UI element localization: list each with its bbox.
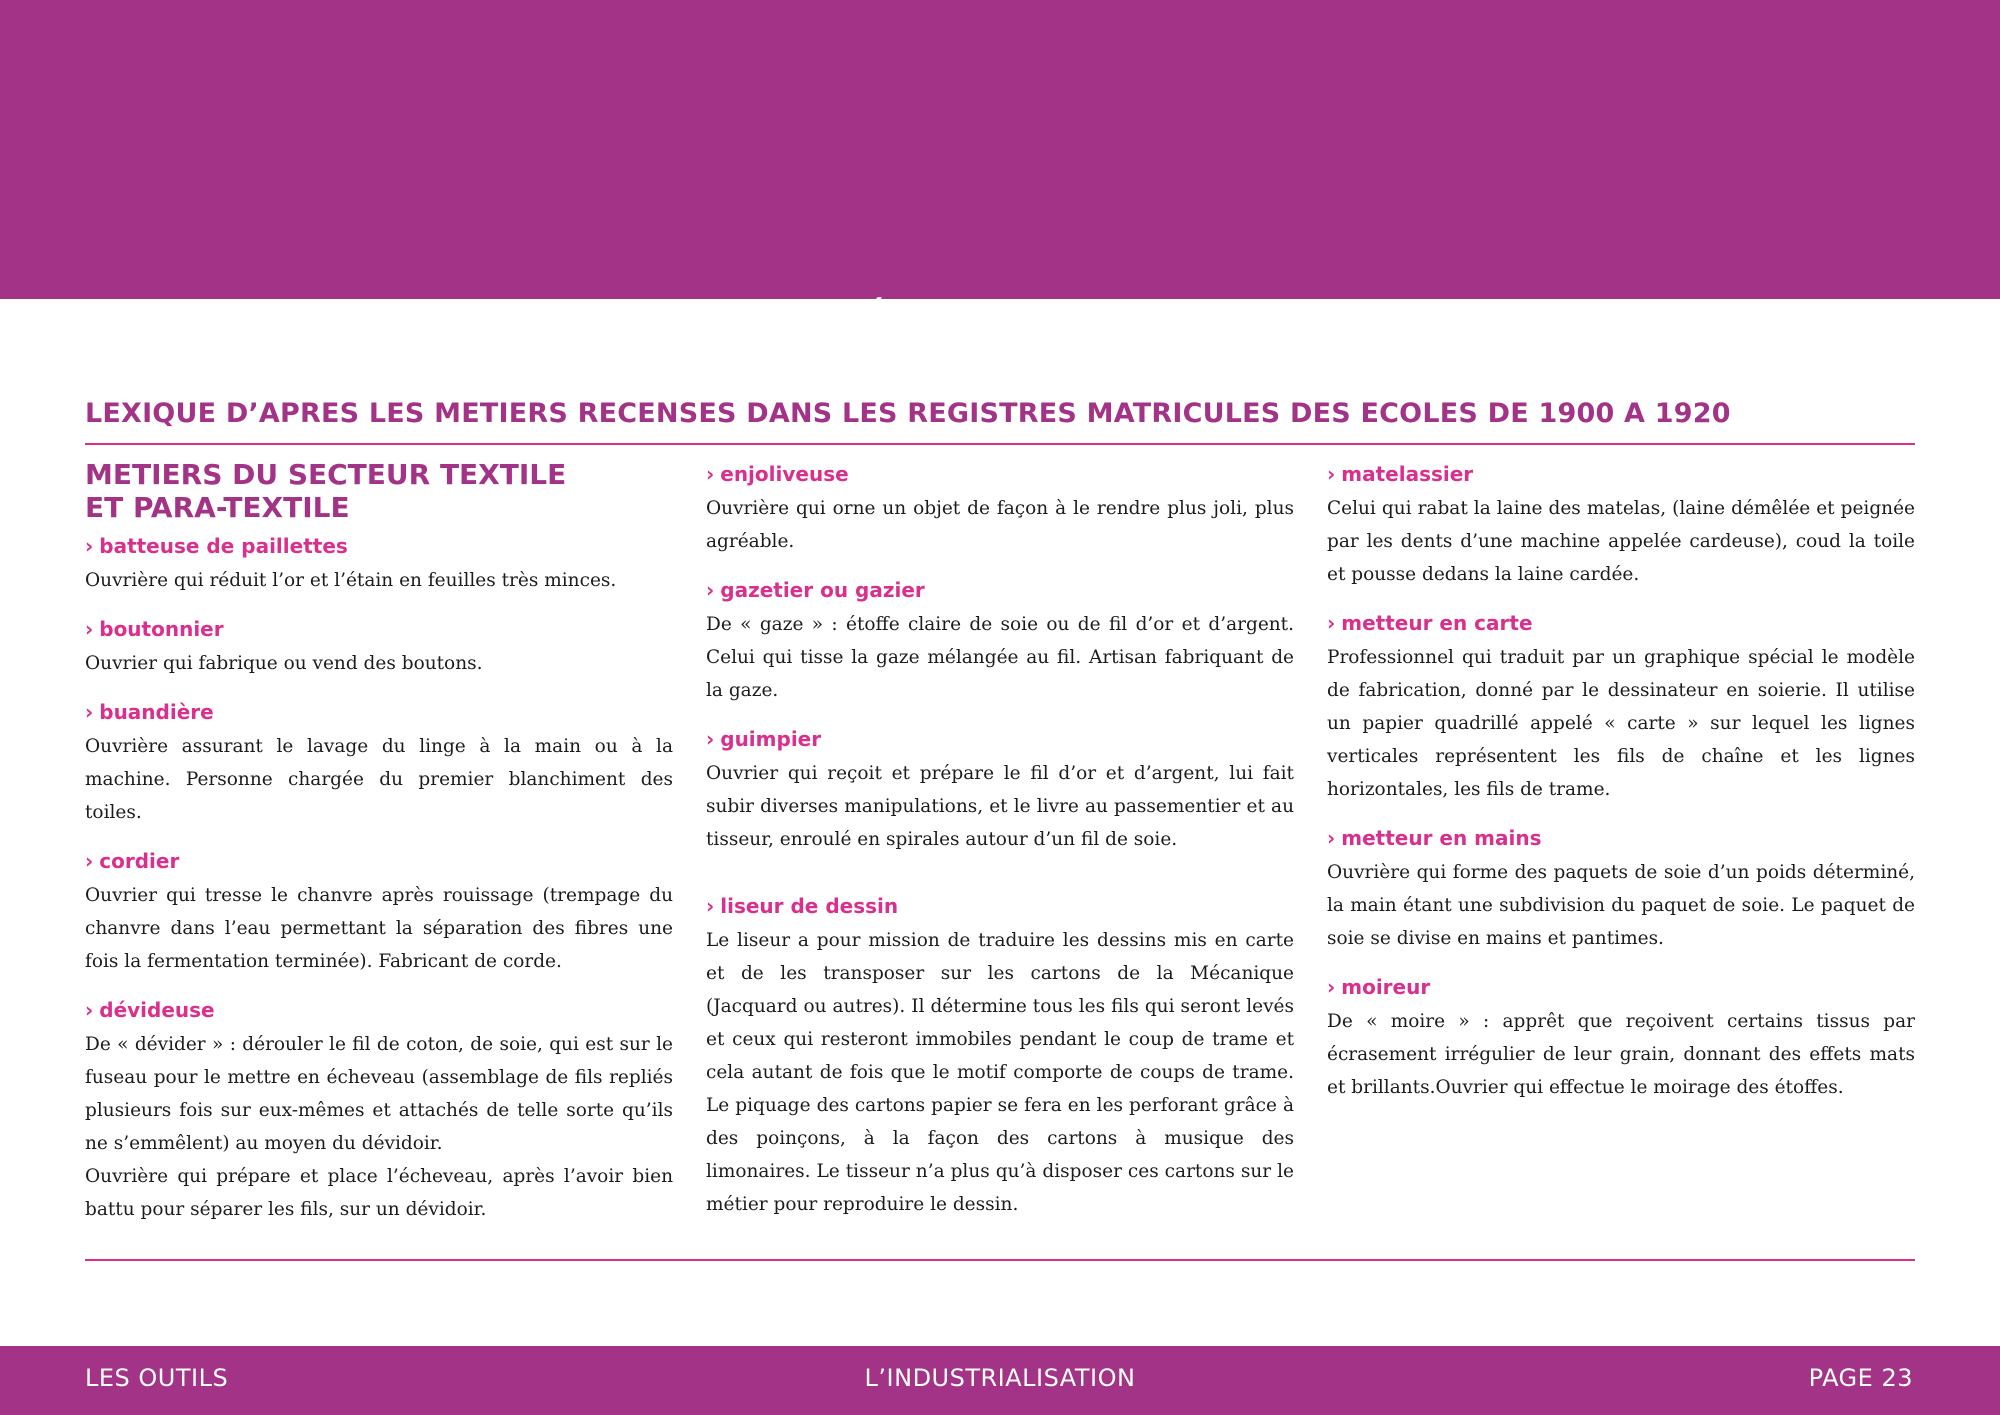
arrow-icon: › [706,578,715,602]
arrow-icon: › [85,998,94,1022]
term-label: dévideuse [99,998,215,1022]
term-description: De « moire » : apprêt que reçoivent certains tissus par écrasement irrégulier de leur grain, donnant des effets mats et brillants.Ouvrier qui effectue le moirage des étoffes. [1327,1011,1915,1098]
arrow-icon: › [1327,611,1336,635]
term-description: De « gaze » : étoffe claire de soie ou de fil d’or et d’argent. Celui qui tisse la gaze mélangée au fil. Artisan fabriquant de la gaze. [706,614,1294,701]
arrow-icon: › [1327,975,1336,999]
term-description: Ouvrier qui fabrique ou vend des boutons. [85,653,483,674]
sector-heading [85,458,673,524]
entry-guimpier [706,723,1294,856]
term-description: Celui qui rabat la laine des matelas, (laine démêlée et peignée par les dents d’une machine appelée cardeuse), coud la toile et pousse dedans la laine cardée. [1327,498,1915,585]
entry-devideuse [85,994,673,1226]
term-description: De « dévider » : dérouler le fil de coton, de soie, qui est sur le fuseau pour le mettre en écheveau (assemblage de fils repliés plusieurs fois sur eux-mêmes et attachés de telle sorte qu’ils ne s’emmêlent) au moyen du dévidoir. [85,1034,673,1154]
term-label: guimpier [720,727,822,751]
header-notch [983,299,2000,371]
entry-metteur-mains [1327,822,1915,955]
term-description: Ouvrière assurant le lavage du linge à la main ou à la machine. Personne chargée du premier blanchiment des toiles. [85,736,673,823]
arrow-icon: › [85,700,94,724]
lexique-heading: LEXIQUE D’APRES LES METIERS RECENSES DANS LES REGISTRES MATRICULES DES ECOLES DE 1900 A 1920 [85,398,1731,429]
sector-heading-line1: METIERS DU SECTEUR TEXTILE [85,458,567,491]
arrow-icon: › [706,462,715,486]
entry-enjoliveuse [706,458,1294,558]
column-2 [706,458,1294,1237]
entry-gazetier [706,574,1294,707]
header-band [0,0,2000,299]
term-label: moireur [1341,975,1431,999]
entry-moireur [1327,971,1915,1104]
arrow-icon: › [85,534,94,558]
entry-metteur-carte [1327,607,1915,806]
term-label: buandière [99,700,214,724]
term-label: boutonnier [99,617,224,641]
term-description: Ouvrière qui forme des paquets de soie d’un poids déterminé, la main étant une subdivision du paquet de soie. Le paquet de soie se divise en mains et pantimes. [1327,862,1915,949]
entry-liseur [706,890,1294,1221]
footer-chapter-label: L’INDUSTRIALISATION [864,1364,1136,1392]
entry-buandiere [85,696,673,829]
entry-batteuse [85,530,673,597]
term-label: batteuse de paillettes [99,534,348,558]
footer-page-number: PAGE 23 [1808,1364,1913,1392]
term-description: Professionnel qui traduit par un graphique spécial le modèle de fabrication, donné par le dessinateur en soierie. Il utilise un papier quadrillé appelé « carte » sur lequel les lignes verticales représentent les fils de chaîne et les lignes horizontales, les fils de trame. [1327,647,1915,800]
column-1 [85,458,673,1242]
term-label: gazetier ou gazier [720,578,925,602]
term-description: Ouvrier qui tresse le chanvre après rouissage (trempage du chanvre dans l’eau permettant la séparation des fibres une fois la fermentation terminée). Fabricant de corde. [85,885,673,972]
entry-boutonnier [85,613,673,680]
page-title-main: L’INDUSTRIALISATION / [85,292,702,348]
term-label: metteur en carte [1341,611,1533,635]
term-label: metteur en mains [1341,826,1542,850]
arrow-icon: › [1327,826,1336,850]
term-label: cordier [99,849,180,873]
sector-heading-line2: ET PARA-TEXTILE [85,491,350,524]
term-description: Ouvrier qui reçoit et prépare le fil d’or et d’argent, lui fait subir diverses manipulations, et le livre au passementier et au tisseur, enroulé en spirales autour d’un fil de soie. [706,763,1294,850]
entry-cordier [85,845,673,978]
arrow-icon: › [706,727,715,751]
top-rule [85,443,1915,445]
term-description-2: Ouvrière qui prépare et place l’écheveau, après l’avoir bien battu pour séparer les fils, sur un dévidoir. [85,1166,673,1220]
term-description: Ouvrière qui orne un objet de façon à le rendre plus joli, plus agréable. [706,498,1294,552]
arrow-icon: › [706,894,715,918]
term-description: Le liseur a pour mission de traduire les dessins mis en carte et de les transposer sur les cartons de la Mécanique (Jacquard ou autres). Il détermine tous les fils qui seront levés et ceux qui resteront immobiles pendant le coup de trame et cela autant de fois que le motif comporte de coups de trame. Le piquage des cartons papier se fera en les perforant grâce à des poinçons, à la façon des cartons à musique des limonaires. Le tisseur n’a plus qu’à disposer ces cartons sur le métier pour reproduire le dessin. [706,930,1294,1215]
term-description: Ouvrière qui réduit l’or et l’étain en feuilles très minces. [85,570,617,591]
page-title [85,292,995,348]
arrow-icon: › [1327,462,1336,486]
arrow-icon: › [85,849,94,873]
footer-section-label: LES OUTILS [85,1364,229,1392]
footer-band [0,1346,2000,1415]
term-label: enjoliveuse [720,462,849,486]
column-3 [1327,458,1915,1120]
page-title-sub: Les métiers [716,292,995,348]
term-label: matelassier [1341,462,1474,486]
entry-matelassier [1327,458,1915,591]
bottom-rule [85,1259,1915,1261]
term-label: liseur de dessin [720,894,899,918]
arrow-icon: › [85,617,94,641]
